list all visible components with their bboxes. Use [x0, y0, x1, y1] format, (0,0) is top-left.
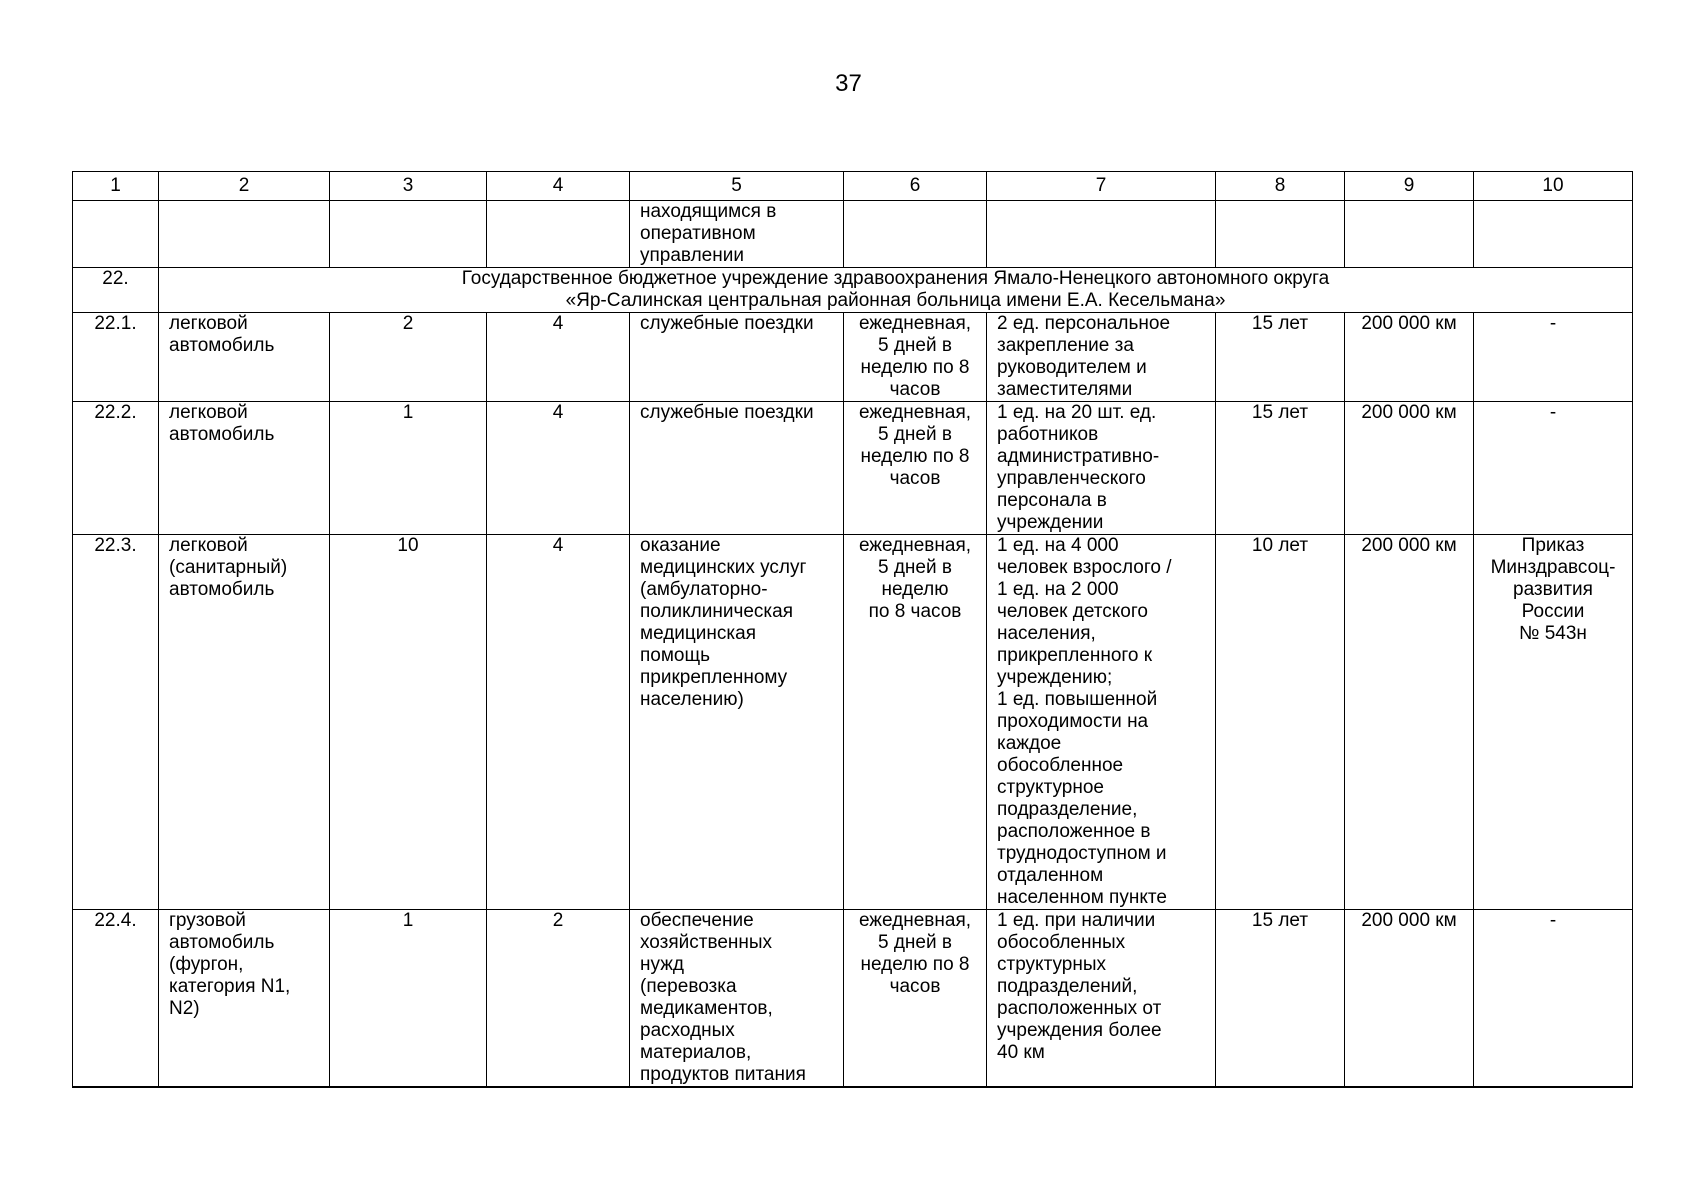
vehicle-type: легковой автомобиль [159, 402, 330, 535]
purpose: обеспечение хозяйственных нужд (перевозка медикаментов, расходных материалов, продуктов питания [630, 910, 844, 1088]
column-header: 2 [159, 172, 330, 201]
header-row [73, 172, 1633, 201]
row-number: 22.4. [73, 910, 159, 1088]
empty-cell [1216, 201, 1345, 268]
service-term: 15 лет [1216, 313, 1345, 402]
column-header: 9 [1345, 172, 1474, 201]
purpose: оказание медицинских услуг (амбулаторно- поликлиническая медицинская помощь прикрепленному населению) [630, 535, 844, 910]
norm: 2 ед. персональное закрепление за руководителем и заместителями [987, 313, 1216, 402]
vehicle-count: 1 [330, 402, 487, 535]
column-header: 10 [1474, 172, 1633, 201]
column-header: 3 [330, 172, 487, 201]
table-row [73, 535, 1633, 910]
vehicle-type: легковой (санитарный) автомобиль [159, 535, 330, 910]
mileage: 200 000 км [1345, 402, 1474, 535]
empty-cell [1474, 201, 1633, 268]
page-number: 37 [835, 70, 862, 97]
continued-purpose-cell: находящимся в оперативном управлении [630, 201, 844, 268]
row-number: 22.2. [73, 402, 159, 535]
row-number: 22.1. [73, 313, 159, 402]
service-term: 15 лет [1216, 402, 1345, 535]
purpose: служебные поездки [630, 313, 844, 402]
vehicle-norms-table [72, 171, 1633, 1088]
column-header: 8 [1216, 172, 1345, 201]
legal-basis: - [1474, 402, 1633, 535]
column-header: 5 [630, 172, 844, 201]
legal-basis: Приказ Минздравсоц- развития России № 543н [1474, 535, 1633, 910]
table-row [73, 313, 1633, 402]
operation-mode: ежедневная, 5 дней в неделю по 8 часов [844, 402, 987, 535]
service-term: 15 лет [1216, 910, 1345, 1088]
column-4-value: 4 [487, 535, 630, 910]
vehicle-type: грузовой автомобиль (фургон, категория N1, N2) [159, 910, 330, 1088]
row-number: 22.3. [73, 535, 159, 910]
empty-cell [987, 201, 1216, 268]
vehicle-count: 2 [330, 313, 487, 402]
empty-cell [73, 201, 159, 268]
column-4-value: 2 [487, 910, 630, 1088]
organization-row [73, 268, 1633, 313]
vehicle-type: легковой автомобиль [159, 313, 330, 402]
service-term: 10 лет [1216, 535, 1345, 910]
operation-mode: ежедневная, 5 дней в неделю по 8 часов [844, 313, 987, 402]
operation-mode: ежедневная, 5 дней в неделю по 8 часов [844, 910, 987, 1088]
norm: 1 ед. при наличии обособленных структурных подразделений, расположенных от учреждения более 40 км [987, 910, 1216, 1088]
table-row [73, 402, 1633, 535]
purpose: служебные поездки [630, 402, 844, 535]
column-4-value: 4 [487, 313, 630, 402]
table-row [73, 910, 1633, 1088]
column-header: 6 [844, 172, 987, 201]
column-header: 7 [987, 172, 1216, 201]
empty-cell [844, 201, 987, 268]
mileage: 200 000 км [1345, 910, 1474, 1088]
vehicle-count: 10 [330, 535, 487, 910]
legal-basis: - [1474, 313, 1633, 402]
legal-basis: - [1474, 910, 1633, 1088]
column-header: 1 [73, 172, 159, 201]
empty-cell [487, 201, 630, 268]
empty-cell [1345, 201, 1474, 268]
org-name: Государственное бюджетное учреждение здравоохранения Ямало-Ненецкого автономного округа «Яр-Салинская центральная районная больница имени Е.А. Кесельмана» [159, 268, 1633, 313]
mileage: 200 000 км [1345, 313, 1474, 402]
operation-mode: ежедневная, 5 дней в неделю по 8 часов [844, 535, 987, 910]
column-4-value: 4 [487, 402, 630, 535]
norm: 1 ед. на 20 шт. ед. работников административно- управленческого персонала в учреждении [987, 402, 1216, 535]
empty-cell [330, 201, 487, 268]
norm: 1 ед. на 4 000 человек взрослого / 1 ед. на 2 000 человек детского населения, прикрепленного к учреждению; 1 ед. повышенной проходимости на каждое обособленное структурное подразделение, расположенное в труднодоступном и отдаленном населенном пункте [987, 535, 1216, 910]
continuation-row [73, 201, 1633, 268]
org-number: 22. [73, 268, 159, 313]
vehicle-count: 1 [330, 910, 487, 1088]
empty-cell [159, 201, 330, 268]
column-header: 4 [487, 172, 630, 201]
mileage: 200 000 км [1345, 535, 1474, 910]
